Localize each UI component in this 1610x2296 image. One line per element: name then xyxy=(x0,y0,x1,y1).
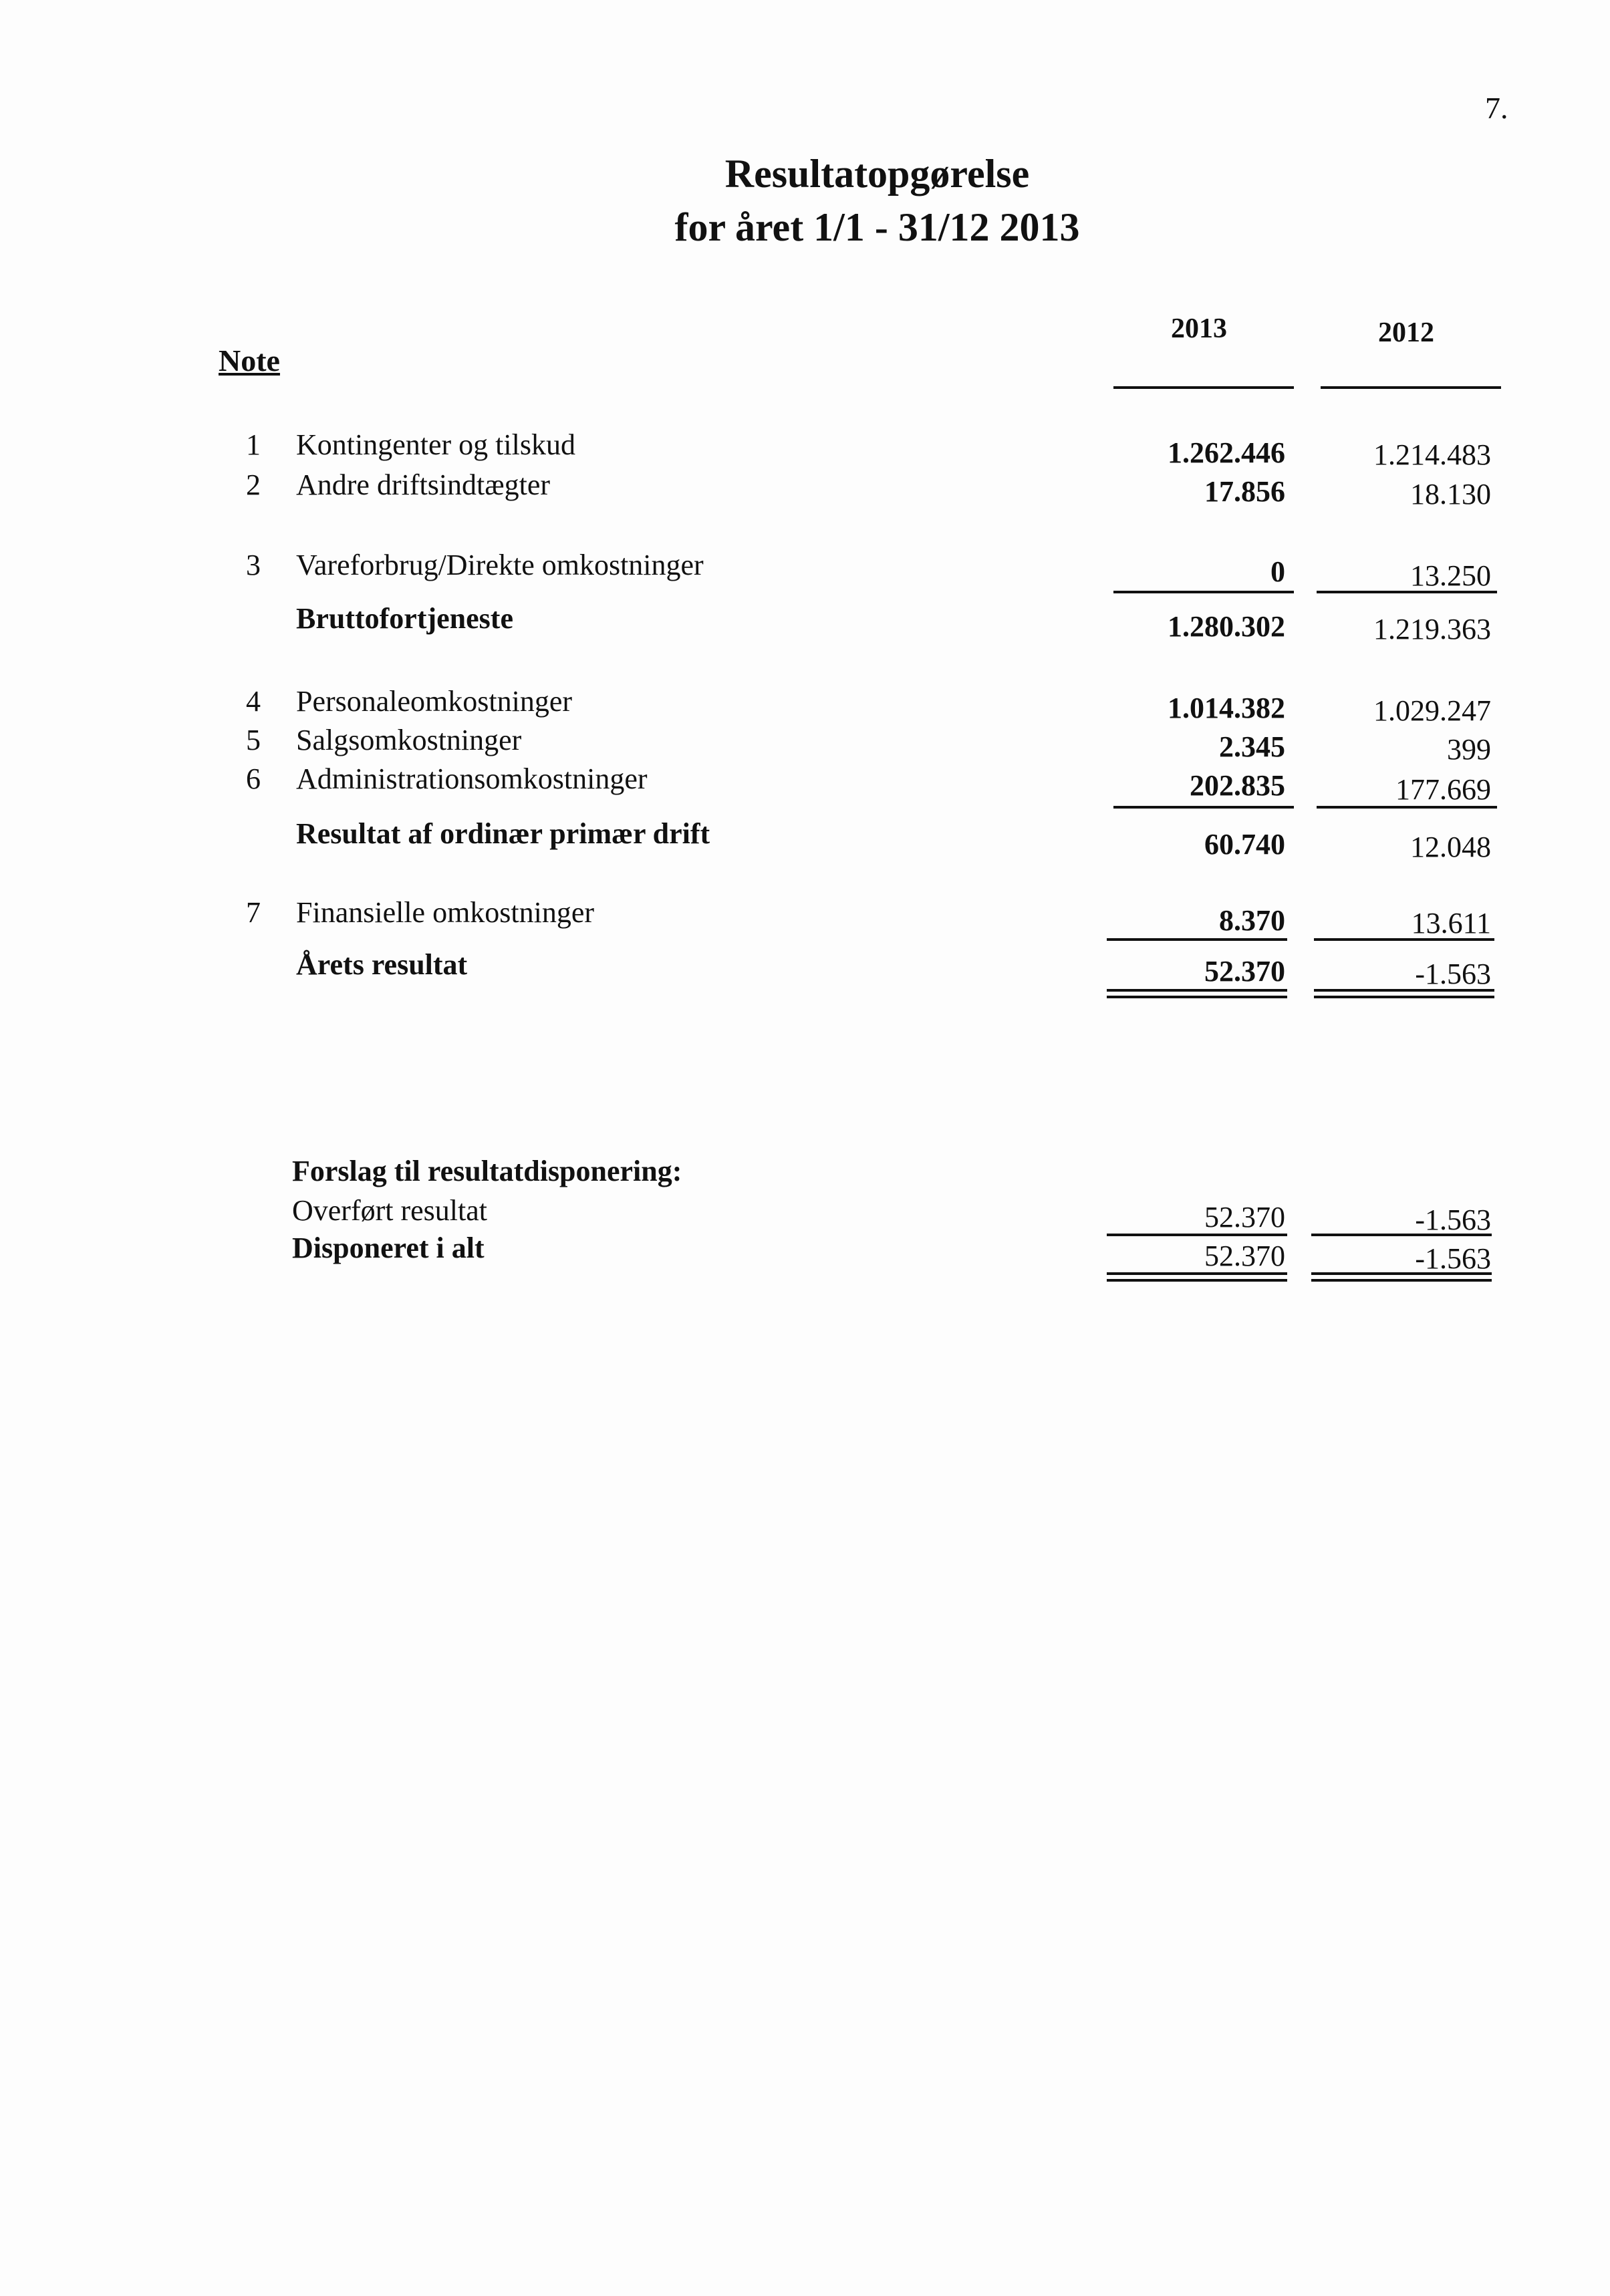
header-rule-2013 xyxy=(1113,386,1294,389)
row-label-aarets-resultat: Årets resultat xyxy=(296,948,468,981)
row-value-2013: 52.370 xyxy=(1204,955,1285,988)
row-value-2012: 18.130 xyxy=(1410,478,1491,511)
row-value-2012: 1.214.483 xyxy=(1373,438,1491,471)
row-label-kontingenter: Kontingenter og tilskud xyxy=(296,428,575,461)
total-double-rule-2013 xyxy=(1107,989,1287,998)
row-value-2012: 12.048 xyxy=(1410,831,1491,863)
row-label-finansielle-omkostninger: Finansielle omkostninger xyxy=(296,896,595,929)
subtotal-rule-2012 xyxy=(1311,1234,1492,1236)
row-note: 1 xyxy=(246,428,261,461)
row-value-2013: 52.370 xyxy=(1204,1240,1285,1272)
row-note: 3 xyxy=(246,549,261,581)
subtotal-rule-2012 xyxy=(1317,591,1497,593)
subtotal-rule-2013 xyxy=(1113,806,1294,809)
row-value-2012: -1.563 xyxy=(1415,1242,1491,1275)
column-header-2012: 2012 xyxy=(1378,317,1434,348)
row-value-2012: 13.611 xyxy=(1411,907,1491,940)
statement-title: Resultatopgørelse xyxy=(724,152,1030,196)
subtotal-rule-2013 xyxy=(1113,591,1294,593)
row-value-2012: 399 xyxy=(1447,733,1491,766)
row-label-administrationsomkostninger: Administrationsomkostninger xyxy=(296,762,648,795)
row-value-2012: 13.250 xyxy=(1410,559,1491,592)
statement-period: for året 1/1 - 31/12 2013 xyxy=(674,205,1080,249)
row-note: 2 xyxy=(246,468,261,501)
row-value-2013: 1.014.382 xyxy=(1168,692,1285,724)
row-value-2013: 8.370 xyxy=(1219,904,1285,937)
row-value-2013: 60.740 xyxy=(1204,828,1285,861)
row-label-salgsomkostninger: Salgsomkostninger xyxy=(296,724,522,756)
row-value-2013: 52.370 xyxy=(1204,1201,1285,1234)
row-value-2012: 1.029.247 xyxy=(1373,694,1491,727)
row-value-2012: -1.563 xyxy=(1415,1203,1491,1236)
row-label-disponeret-i-alt: Disponeret i alt xyxy=(292,1232,485,1264)
subtotal-rule-2012 xyxy=(1317,806,1497,809)
row-label-resultat-primaer-drift: Resultat af ordinær primær drift xyxy=(296,817,710,850)
row-value-2013: 2.345 xyxy=(1219,730,1285,763)
row-label-personaleomkostninger: Personaleomkostninger xyxy=(296,685,573,718)
row-value-2012: 1.219.363 xyxy=(1373,613,1491,645)
subtotal-rule-2013 xyxy=(1107,938,1287,941)
total-double-rule-2012 xyxy=(1311,1272,1492,1282)
row-value-2012: 177.669 xyxy=(1395,773,1491,806)
row-note: 4 xyxy=(246,685,261,718)
total-double-rule-2013 xyxy=(1107,1272,1287,1282)
subtotal-rule-2012 xyxy=(1314,938,1494,941)
row-note: 6 xyxy=(246,762,261,795)
row-label-vareforbrug: Vareforbrug/Direkte omkostninger xyxy=(296,549,704,581)
row-value-2013: 202.835 xyxy=(1190,769,1285,802)
subtotal-rule-2013 xyxy=(1107,1234,1287,1236)
row-note: 7 xyxy=(246,896,261,929)
total-double-rule-2012 xyxy=(1314,989,1494,998)
row-value-2013: 1.262.446 xyxy=(1168,436,1285,469)
row-value-2013: 17.856 xyxy=(1204,475,1285,508)
row-value-2012: -1.563 xyxy=(1415,958,1491,990)
row-label-andre-driftsindtaegter: Andre driftsindtægter xyxy=(296,468,551,501)
note-column-header: Note xyxy=(219,343,280,378)
disposition-header: Forslag til resultatdisponering: xyxy=(292,1155,682,1187)
column-header-2013: 2013 xyxy=(1171,313,1227,344)
page-number: 7. xyxy=(1485,91,1508,125)
row-label-bruttofortjeneste: Bruttofortjeneste xyxy=(296,602,513,635)
row-label-overfoert-resultat: Overført resultat xyxy=(292,1194,487,1227)
header-rule-2012 xyxy=(1321,386,1501,389)
row-value-2013: 0 xyxy=(1270,555,1285,588)
row-value-2013: 1.280.302 xyxy=(1168,610,1285,643)
row-note: 5 xyxy=(246,724,261,756)
